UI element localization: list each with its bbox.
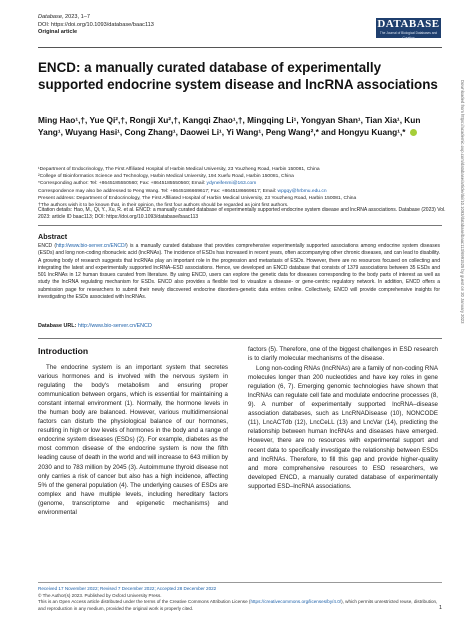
download-watermark <box>458 80 466 560</box>
journal-logo <box>376 18 441 38</box>
author-names: Ming Hao¹,†, Yue Qi²,†, Rongji Xu²,†, Kangqi Zhao¹,†, Mingqing Li¹, Yongyan Shan¹, Tian Xia¹, Kun Yang¹, Wuyang Hasi¹, Cong Zhang¹, Daowei Li¹, Yi Wang¹, Peng Wang²,* and Hongyu Kuang¹,* <box>38 115 421 137</box>
header-divider <box>38 47 442 48</box>
database-url <box>38 323 152 329</box>
affiliation-2: ²College of Bioinformatics Science and Technology, Harbin Medical University, 194 Xuefu Road, Harbin 150081, China <box>38 174 294 180</box>
footer-divider <box>38 582 442 583</box>
email-link[interactable]: wpgqy@hrbmu.edu.cn <box>277 188 327 194</box>
database-url-link[interactable]: http://www.bio-server.cn/ENCD <box>77 323 152 329</box>
article-meta <box>38 14 154 37</box>
article-dates: Received 17 November 2022; Revised 7 December 2022; Accepted 28 December 2022 <box>38 586 217 591</box>
correspondence-1: *Corresponding author: Tel: +8645185550560; Fax: +8645185550560; Email: ydyneifenmi@163.com <box>38 181 257 187</box>
license-link[interactable]: https://creativecommons.org/licenses/by/4.0/ <box>250 599 342 605</box>
orcid-icon[interactable] <box>410 129 417 136</box>
abstract-heading: Abstract <box>38 232 68 241</box>
body-column-right <box>248 345 438 492</box>
journal-name: Database <box>38 14 62 20</box>
doi-line[interactable]: DOI: https://doi.org/10.1093/database/baac113 <box>38 21 154 28</box>
correspondence-2: Correspondence may also be addressed to Peng Wang. Tel: +8645186669617; Fax: +8645186669617; Email: wpgqy@hrbmu.edu.cn <box>38 188 327 194</box>
page-number: 1 <box>438 605 442 611</box>
abstract-divider <box>38 225 442 226</box>
body-paragraph: factors (5). Therefore, one of the biggest challenges in ESD research is to clarify molecular mechanisms of the disease. <box>248 346 438 363</box>
encd-link[interactable]: http://www.bio-server.cn/ENCD/ <box>56 243 127 249</box>
footer <box>38 586 440 612</box>
database-url-label: Database URL: <box>38 323 77 329</box>
affiliations <box>38 166 448 209</box>
copyright: © The Author(s) 2023. Published by Oxford University Press. <box>38 592 162 598</box>
email-link[interactable]: ydyneifenmi@163.com <box>206 181 257 187</box>
license-text: This is an Open Access article distributed under the terms of the Creative Commons Attribution License (https://creativecommons.org/licenses/by/4.0/), which permits unrestricted reuse, distribution, and reproduction in any medium, provided the original work is properly cited. <box>38 599 438 611</box>
body-paragraph: Long non-coding RNAs (lncRNAs) are a family of non-coding RNA molecules longer than 200 nucleotides and have key roles in gene regulation (6, 7). Emerging genomic technologies have shown that lncRNAs can regulate cell fate and modulate endocrine processes (8, 9). A number of experimentally supported lncRNA–disease association databases, such as LncRNADisease (10), NONCODE (11), LncACTdb (12), LncCeLL (13) and LncVar (14), predicting the relationship between human lncRNAs and diseases have emerged. However, there are no resources with experimental support and recent data to specifically investigate the relationship between ESDs and lncRNAs. Therefore, to fill this gap and provide higher-quality and more comprehensive resources to ESD researchers, we developed ENCD, a manually curated database of experimentally supported ESD–lncRNA associations. <box>248 365 438 490</box>
logo-tagline: The Journal of Biological Databases and Curation <box>379 31 438 40</box>
logo-name: DATABASE <box>377 18 440 30</box>
download-watermark-text: Downloaded from https://academic.oup.com/database/article/doi/10.1093/database/baac113/6991525 by guest on 20 January 2023 <box>460 80 465 324</box>
journal-line <box>38 14 154 22</box>
present-address-note: Present address: Department of Endocrinology, The First Affiliated Hospital of Harbin Medical University, 23 Youzheng Road, Harbin 150081, China <box>38 195 357 201</box>
citation-details: Citation details: Hao, M., Qi, Y., Xu, R. et al. ENCD: a manually curated database of experimentally supported endocrine system disease and lncRNA associations. Database (2023) Vol. 2023: article ID baac113; DOI: https://doi.org/10.1093/database/baac113 <box>38 207 446 221</box>
introduction-heading: Introduction <box>38 346 89 356</box>
body-column-left <box>38 345 228 518</box>
author-list <box>38 115 438 138</box>
article-title: ENCD: a manually curated database of experimentally supported endocrine system disease and lncRNA associations <box>38 60 438 92</box>
body-paragraph: The endocrine system is an important system that secretes various hormones and is involved with the nervous system in regulating the body's metabolism and ensuring proper communication between organs, which is essential for maintaining a constant internal environment (1). Normally, the hormone levels in the human body are balanced. However, various multidimensional factors can disturb the physiological balance of our hormones, resulting in high or low levels of hormones in the body and a range of endocrine system diseases (ESDs) (2). For example, diabetes as the most common disease of the endocrine system is now the fifth leading cause of death in the world and will increase to 643 million by 2030 and to 783 million by 2045 (3). Autoimmune thyroid disease not only carries a risk of cancer but also has a high incidence, affecting 5% of the general population (4). The underlying causes of ESDs are complex and have multiple levels, including hereditary factors (genome, transcriptome and epigenetic mechanisms) and environmental <box>38 364 228 516</box>
joint-authors-note: †The authors wish it to be known that, in their opinion, the first four authors should be regarded as joint first authors. <box>38 203 289 209</box>
abstract-body: ENCD (http://www.bio-server.cn/ENCD/) is a manually curated database that provides comprehensive experimentally supported associations among endocrine system diseases (ESDs) and long non-coding ribonucleic acid (lncRNAs). The incidence of ESDs has increased in recent years, often accompanying other chronic diseases, and can lead to disability. A growing body of research suggests that lncRNAs play an important role in the progression and metastasis of ESDs. However, there are no resources focused on collecting and integrating the latest and experimentally supported lncRNA–ESD associations. Hence, we developed an ENCD database that consists of 1379 associations between 35 ESDs and 501 lncRNAs in 12 human tissues curated from literature. By using ENCD, users can explore the genetic data for diseases corresponding to the body parts of interest as well as study the lncRNA regulating mechanism for ESDs. ENCD also provides a flexible tool to visualize a disease- or gene-centric regulatory network. In addition, ENCD offers a submission page for researchers to submit their newly discovered endocrine disorders-genetic data entries online. Collectively, ENCD will provide comprehensive insights for investigating the ESDs associated with lncRNAs. <box>38 243 440 301</box>
article-type: Original article <box>38 29 78 36</box>
body-divider <box>38 338 442 339</box>
volume-pages: , 2023, 1–7 <box>61 14 90 20</box>
affiliation-1: ¹Department of Endocrinology, The First Affiliated Hospital of Harbin Medical University, 23 Youzheng Road, Harbin 150081, China <box>38 167 320 172</box>
